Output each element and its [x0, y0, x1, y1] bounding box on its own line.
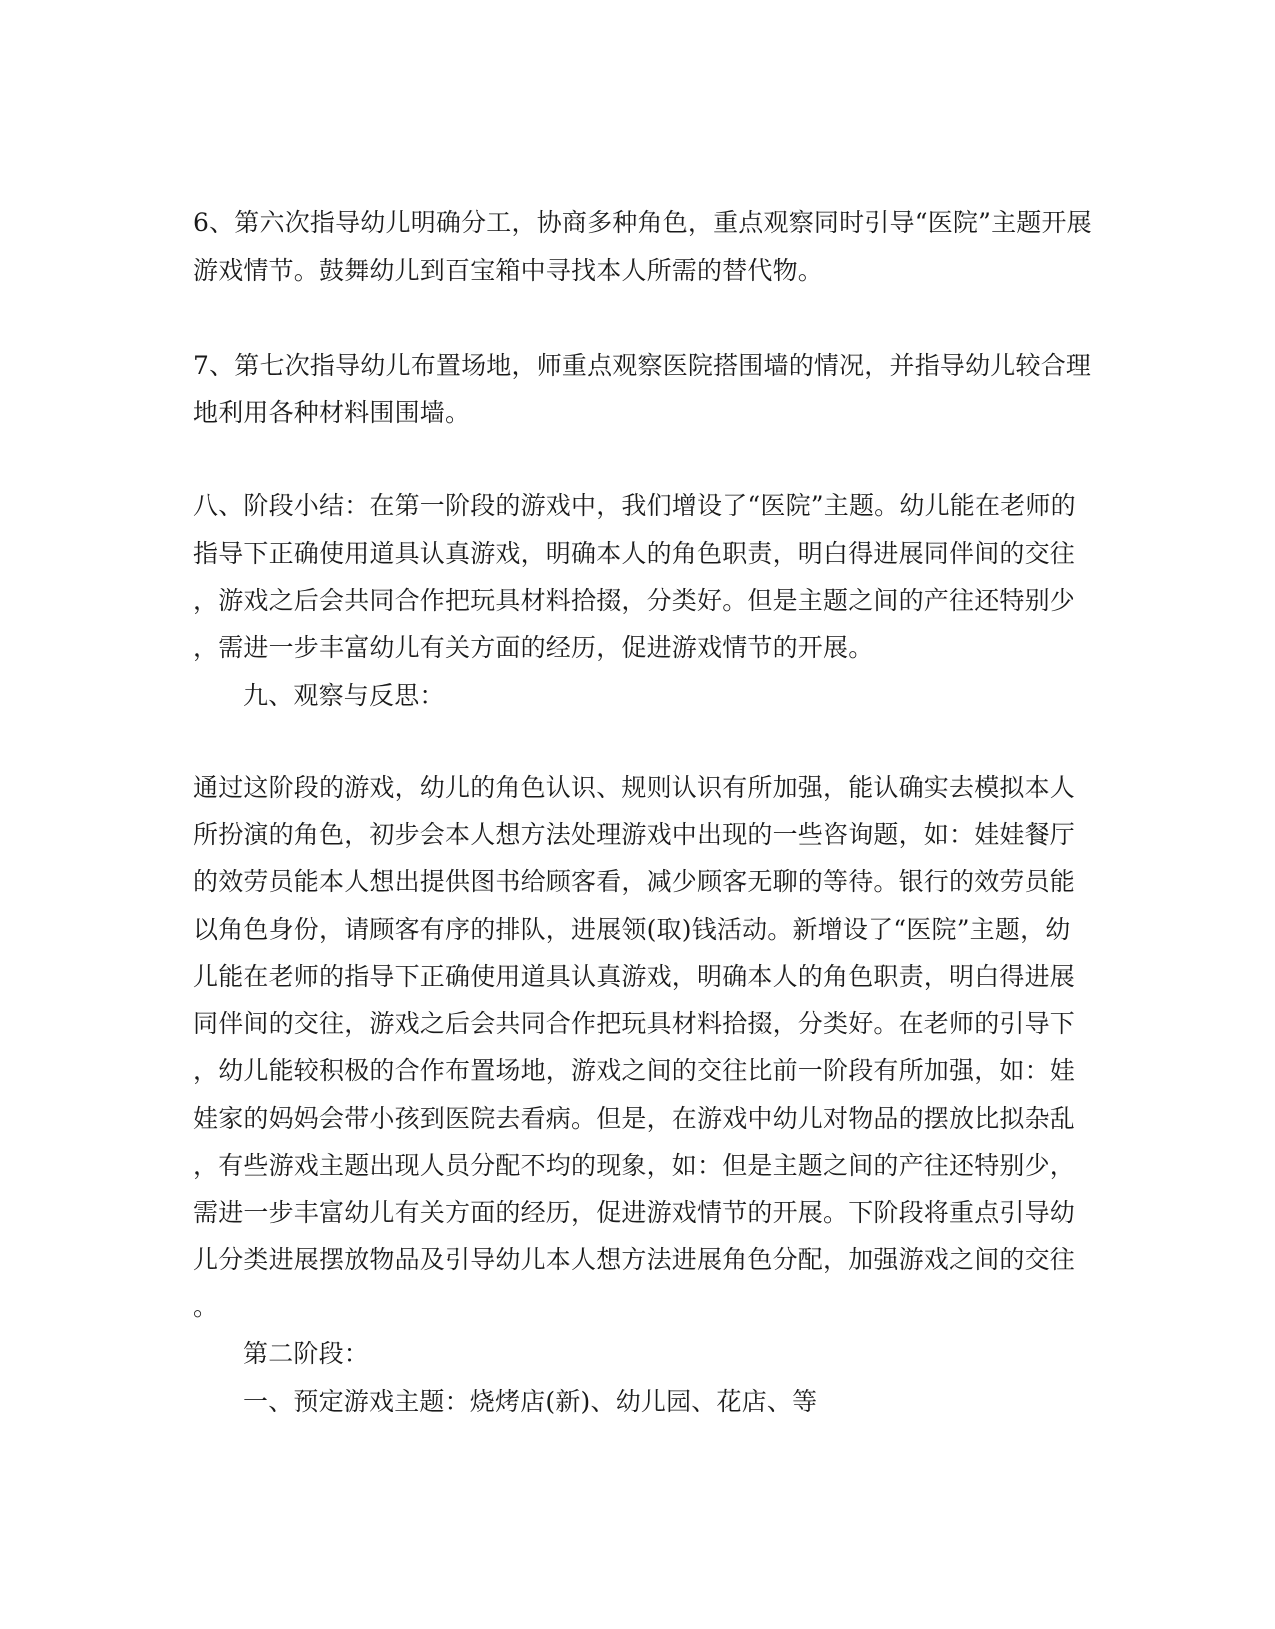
summary-line-1: 八、阶段小结：在第一阶段的游戏中，我们增设了“医院”主题。幼儿能在老师的 — [193, 491, 1076, 520]
paragraph-7-line-2: 地利用各种材料围围墙。 — [193, 398, 471, 427]
reflection-line-7: ，幼儿能较积极的合作布置场地，游戏之间的交往比前一阶段有所加强，如：娃 — [193, 1056, 1076, 1085]
reflection-line-3: 的效劳员能本人想出提供图书给顾客看，减少顾客无聊的等待。银行的效劳员能 — [193, 867, 1076, 896]
reflection-line-4: 以角色身份，请顾客有序的排队，进展领(取)钱活动。新增设了“医院”主题，幼 — [193, 915, 1071, 944]
reflection-line-11: 儿分类进展摆放物品及引导幼儿本人想方法进展角色分配，加强游戏之间的交往 — [193, 1245, 1076, 1274]
reflection-line-2: 所扮演的角色，初步会本人想方法处理游戏中出现的一些咨询题，如：娃娃餐厅 — [193, 820, 1076, 849]
stage-two-heading: 第二阶段： — [243, 1339, 370, 1368]
summary-line-4: ，需进一步丰富幼儿有关方面的经历，促进游戏情节的开展。 — [193, 633, 874, 662]
reflection-line-12: 。 — [193, 1292, 219, 1321]
paragraph-7-line-1: 7、第七次指导幼儿布置场地，师重点观察医院搭围墙的情况，并指导幼儿较合理 — [193, 351, 1092, 380]
reflection-heading: 九、观察与反思： — [243, 681, 445, 710]
summary-line-2: 指导下正确使用道具认真游戏，明确本人的角色职责，明白得进展同伴间的交往 — [193, 539, 1076, 568]
reflection-line-1: 通过这阶段的游戏，幼儿的角色认识、规则认识有所加强，能认确实去模拟本人 — [193, 773, 1076, 802]
reflection-line-6: 同伴间的交往，游戏之后会共同合作把玩具材料拾掇，分类好。在老师的引导下 — [193, 1009, 1076, 1038]
reflection-line-9: ，有些游戏主题出现人员分配不均的现象，如：但是主题之间的产往还特别少， — [193, 1151, 1076, 1180]
summary-line-3: ，游戏之后会共同合作把玩具材料拾掇，分类好。但是主题之间的产往还特别少 — [193, 586, 1076, 615]
paragraph-6-line-2: 游戏情节。鼓舞幼儿到百宝箱中寻找本人所需的替代物。 — [193, 256, 824, 285]
stage-two-item-1: 一、预定游戏主题：烧烤店(新)、幼儿园、花店、等 — [243, 1387, 818, 1416]
reflection-line-8: 娃家的妈妈会带小孩到医院去看病。但是，在游戏中幼儿对物品的摆放比拟杂乱 — [193, 1104, 1076, 1133]
paragraph-6-line-1: 6、第六次指导幼儿明确分工，协商多种角色，重点观察同时引导“医院”主题开展 — [193, 208, 1092, 237]
reflection-line-5: 儿能在老师的指导下正确使用道具认真游戏，明确本人的角色职责，明白得进展 — [193, 962, 1076, 991]
reflection-line-10: 需进一步丰富幼儿有关方面的经历，促进游戏情节的开展。下阶段将重点引导幼 — [193, 1198, 1076, 1227]
